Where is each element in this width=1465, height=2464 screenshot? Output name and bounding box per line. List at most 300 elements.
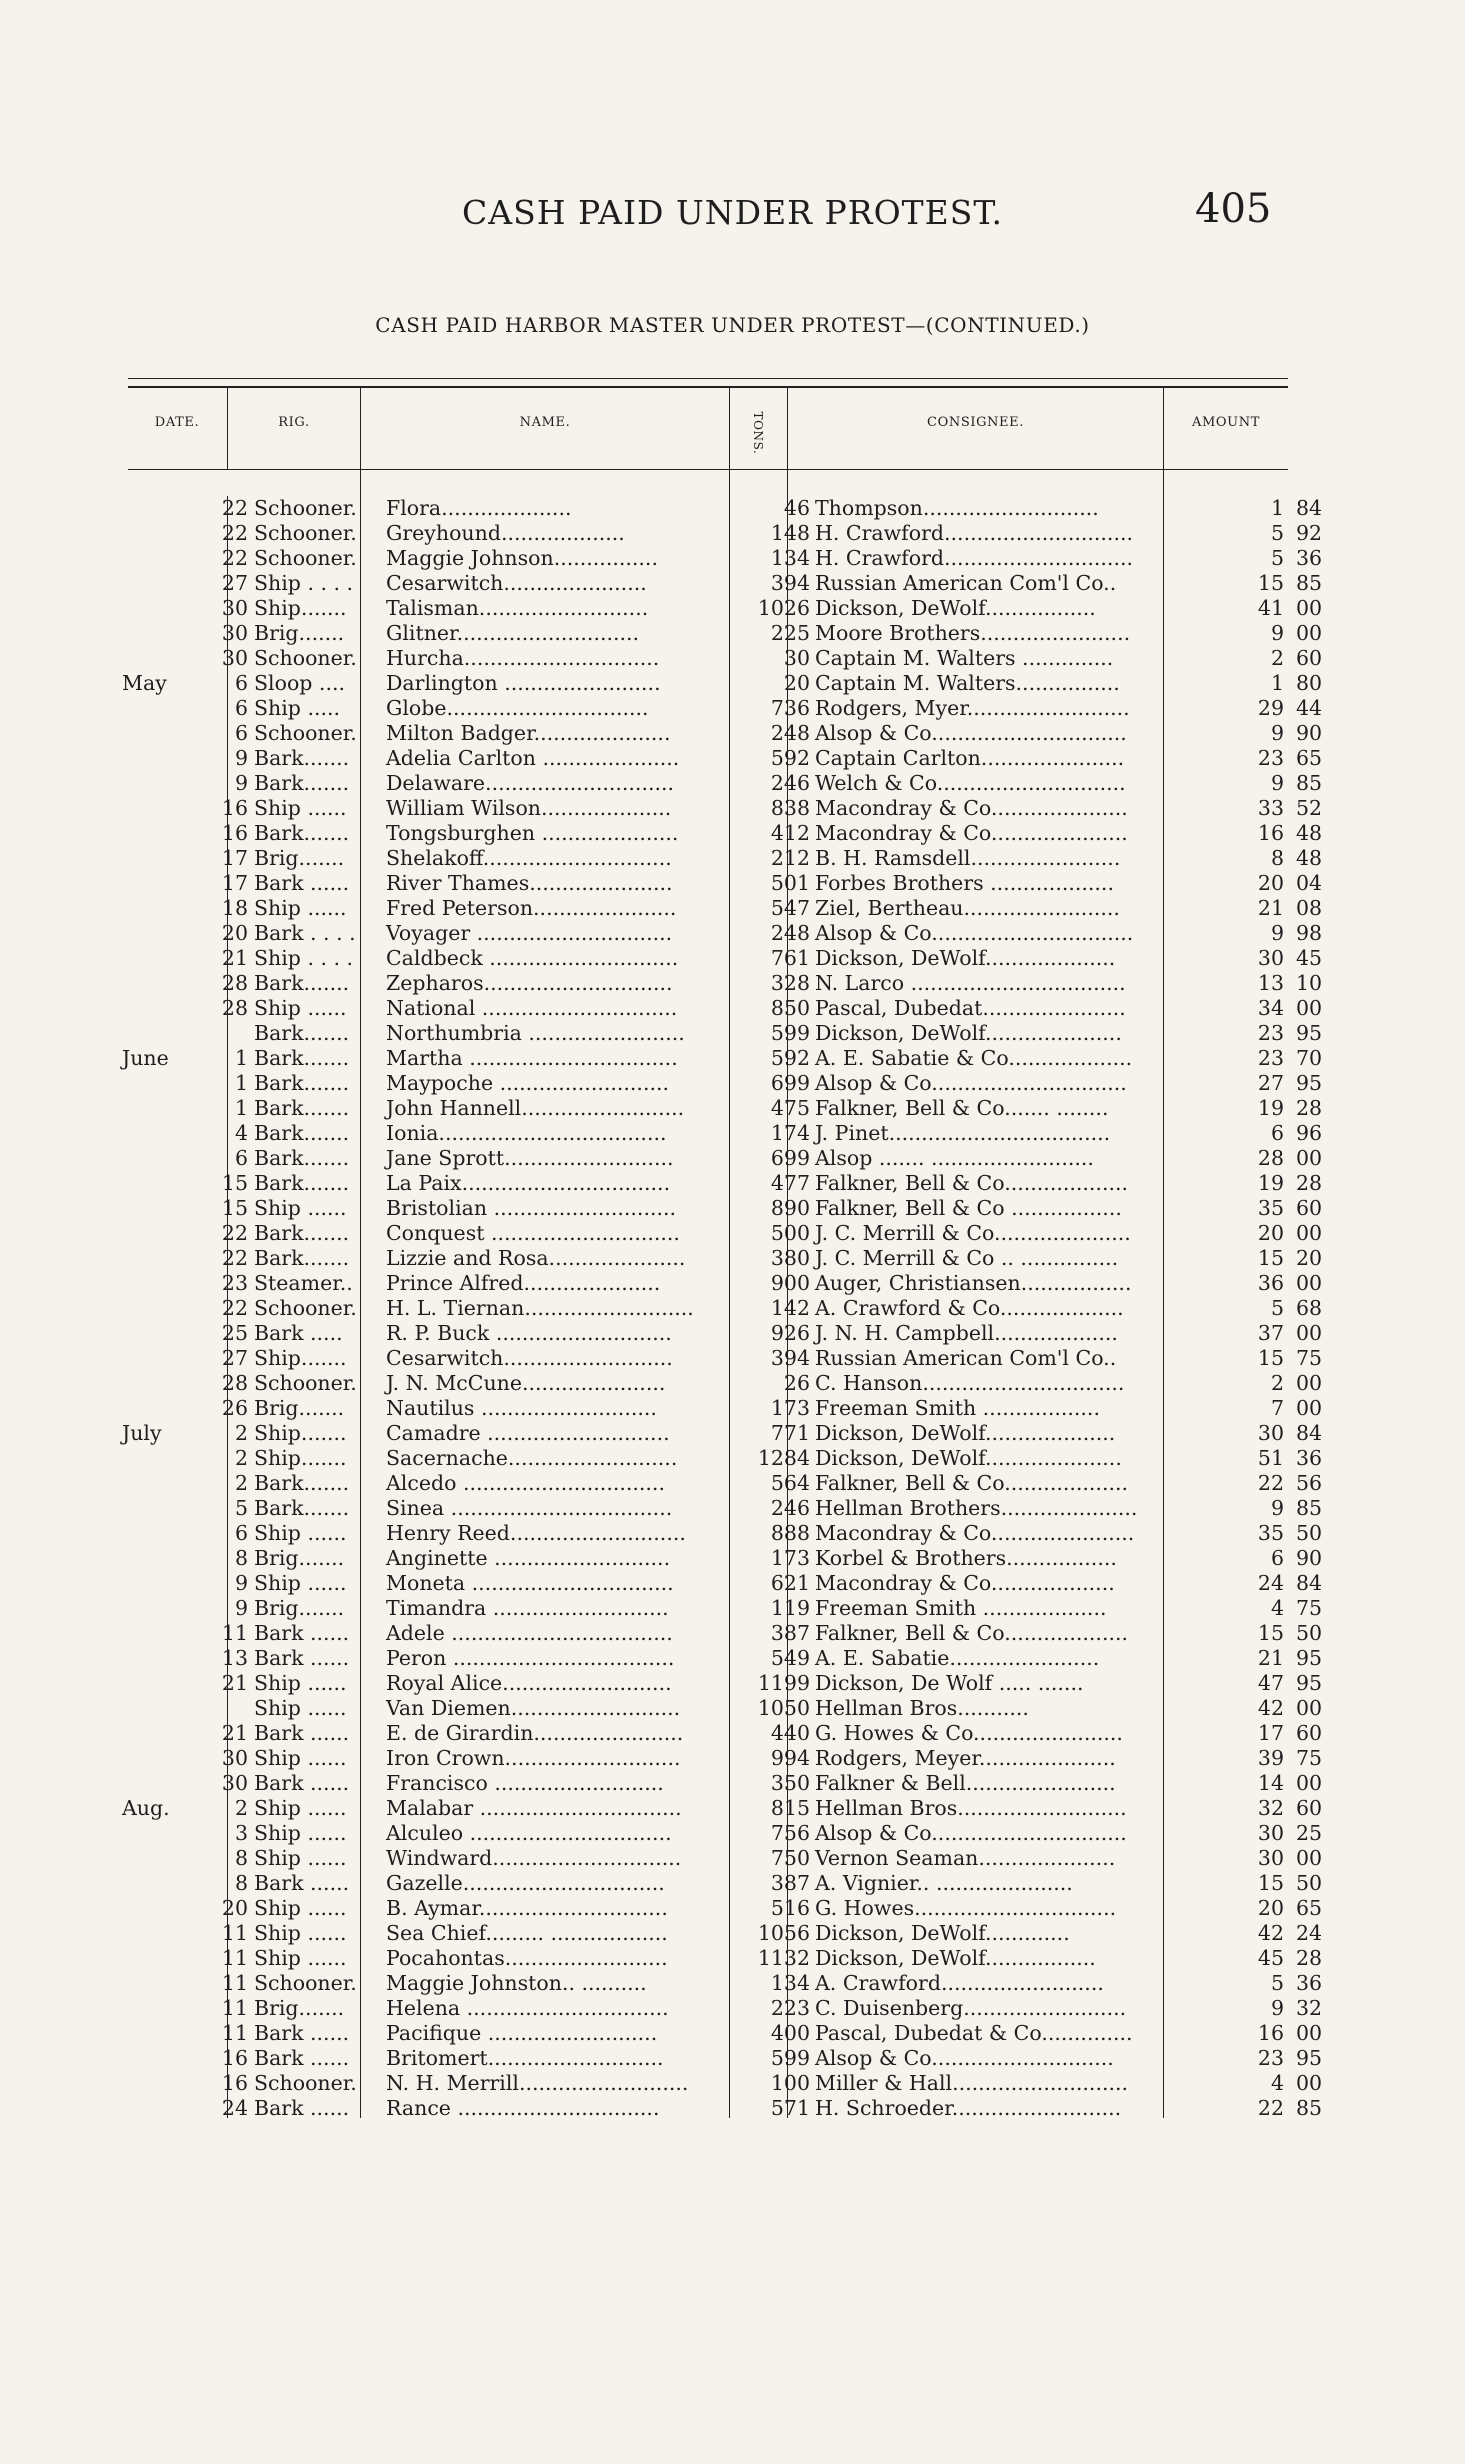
row-vessel-name: Prince Alfred..................... [386,1271,661,1295]
row-vessel-name: B. Aymar............................. [386,1896,668,1920]
row-consignee: Captain M. Walters................ [815,671,1120,695]
row-amount-dollars: 22 [1257,1471,1284,1495]
row-vessel-name: Rance ............................... [386,2096,660,2120]
row-amount-cents: 00 [1296,1271,1323,1295]
row-rig: Bark ...... [254,1621,350,1645]
row-rig: Schooner. [254,646,357,670]
row-consignee: Hellman Bros........... [815,1696,1029,1720]
row-month [100,1071,202,1096]
row-tons: 750 [770,1846,810,1870]
row-day: 2 [234,1471,248,1495]
row-day: 22 [221,1296,248,1320]
row-rig: Brig....... [254,621,345,645]
row-day: 2 [234,1796,248,1820]
row-amount-dollars: 15 [1257,1871,1284,1895]
table-row [100,1796,1336,1821]
row-month [100,796,202,821]
row-day: 28 [221,996,248,1020]
row-amount-cents: 36 [1296,546,1323,570]
row-tons: 477 [770,1171,810,1195]
row-amount-dollars: 30 [1257,946,1284,970]
row-vessel-name: Royal Alice.......................... [386,1671,672,1695]
row-month [100,996,202,1021]
row-day: 9 [234,1571,248,1595]
row-tons: 501 [770,871,810,895]
row-consignee: A. E. Sabatie & Co................... [815,1046,1133,1070]
row-amount-cents: 65 [1296,746,1323,770]
row-month [100,1521,202,1546]
table-row [100,1146,1336,1171]
row-day: 1 [234,1096,248,1120]
table-row [100,2071,1336,2096]
row-vessel-name: Britomert........................... [386,2046,664,2070]
table-row [100,971,1336,996]
row-amount-cents: 00 [1296,621,1323,645]
row-tons: 1199 [757,1671,810,1695]
table-row [100,721,1336,746]
row-consignee: Dickson, DeWolf................. [815,596,1096,620]
row-amount-cents: 24 [1296,1921,1323,1945]
row-tons: 412 [770,821,810,845]
row-amount-dollars: 23 [1257,746,1284,770]
row-day: 9 [234,746,248,770]
row-amount-cents: 95 [1296,1646,1323,1670]
table-row [100,1671,1336,1696]
row-rig: Bark....... [254,1496,350,1520]
row-consignee: Miller & Hall........................... [815,2071,1129,2095]
row-vessel-name: Tongsburghen ..................... [386,821,679,845]
row-rig: Bark....... [254,821,350,845]
row-amount-dollars: 15 [1257,1246,1284,1270]
row-consignee: Rodgers, Myer......................... [815,696,1130,720]
row-month [100,1996,202,2021]
row-amount-dollars: 19 [1257,1171,1284,1195]
row-vessel-name: Peron .................................. [386,1646,675,1670]
row-tons: 387 [770,1621,810,1645]
row-day: 30 [221,646,248,670]
row-tons: 174 [770,1121,810,1145]
row-rig: Ship ...... [254,1796,347,1820]
row-tons: 350 [770,1771,810,1795]
row-month [100,1196,202,1221]
row-month [100,1621,202,1646]
row-month [100,1396,202,1421]
row-month [100,696,202,721]
table-row [100,1996,1336,2021]
row-amount-dollars: 8 [1270,846,1284,870]
row-month [100,1546,202,1571]
row-amount-cents: 36 [1296,1971,1323,1995]
row-day: 6 [234,671,248,695]
row-consignee: Forbes Brothers ................... [815,871,1114,895]
table-row [100,1446,1336,1471]
row-consignee: Macondray & Co..................... [815,821,1128,845]
table-row [100,1921,1336,1946]
row-vessel-name: R. P. Buck ........................... [386,1321,672,1345]
row-vessel-name: William Wilson.................... [386,796,672,820]
row-amount-cents: 44 [1296,696,1323,720]
row-rig: Schooner. [254,496,357,520]
row-rig: Brig....... [254,1396,345,1420]
table-row [100,1046,1336,1071]
row-day: 11 [221,1971,248,1995]
row-amount-dollars: 9 [1270,721,1284,745]
row-amount-cents: 95 [1296,1071,1323,1095]
row-rig: Bark ...... [254,871,350,895]
row-day: 8 [234,1846,248,1870]
row-month [100,946,202,971]
row-tons: 30 [783,646,810,670]
row-tons: 571 [770,2096,810,2120]
row-tons: 328 [770,971,810,995]
row-rig: Steamer.. [254,1271,353,1295]
row-amount-dollars: 37 [1257,1321,1284,1345]
table-row [100,1771,1336,1796]
row-rig: Bark ...... [254,2046,350,2070]
row-amount-dollars: 7 [1270,1396,1284,1420]
row-vessel-name: Pacifique .......................... [386,2021,658,2045]
row-tons: 119 [770,1596,810,1620]
table-row [100,1021,1336,1046]
row-amount-dollars: 1 [1270,671,1284,695]
row-month [100,646,202,671]
row-vessel-name: Maypoche .......................... [386,1071,670,1095]
row-month [100,1296,202,1321]
row-consignee: Captain M. Walters .............. [815,646,1114,670]
row-month [100,1571,202,1596]
table-row [100,1096,1336,1121]
row-tons: 599 [770,2046,810,2070]
row-vessel-name: Bristolian ............................ [386,1196,677,1220]
row-tons: 142 [770,1296,810,1320]
row-day: 4 [234,1121,248,1145]
row-day: 22 [221,546,248,570]
row-rig: Ship ...... [254,1946,347,1970]
row-rig: Schooner. [254,546,357,570]
row-vessel-name: Anginette ........................... [386,1546,671,1570]
row-day: 15 [221,1171,248,1195]
row-amount-dollars: 9 [1270,771,1284,795]
row-amount-cents: 00 [1296,2021,1323,2045]
row-consignee: H. Crawford............................. [815,546,1133,570]
row-vessel-name: Glitner............................ [386,621,640,645]
row-vessel-name: Timandra ........................... [386,1596,669,1620]
row-tons: 246 [770,771,810,795]
row-consignee: Alsop & Co............................ [815,2046,1114,2070]
row-vessel-name: Pocahontas......................... [386,1946,668,1970]
row-day: 11 [221,1946,248,1970]
row-amount-dollars: 21 [1257,896,1284,920]
table-row [100,996,1336,1021]
row-month [100,1646,202,1671]
row-day: 24 [221,2096,248,2120]
row-vessel-name: Delaware............................. [386,771,675,795]
table-row [100,1196,1336,1221]
row-month [100,1021,202,1046]
row-day: 16 [221,2046,248,2070]
row-consignee: Dickson, DeWolf..................... [815,1446,1122,1470]
table-row [100,571,1336,596]
row-month [100,1721,202,1746]
row-tons: 815 [770,1796,810,1820]
row-amount-dollars: 41 [1257,596,1284,620]
row-vessel-name: Alcedo ............................... [386,1471,665,1495]
row-amount-dollars: 13 [1257,971,1284,995]
table-row [100,1696,1336,1721]
row-rig: Bark....... [254,771,350,795]
row-amount-cents: 95 [1296,1021,1323,1045]
row-consignee: Falkner, Bell & Co................... [815,1171,1129,1195]
row-amount-dollars: 15 [1257,1621,1284,1645]
row-rig: Brig....... [254,846,345,870]
row-amount-dollars: 15 [1257,571,1284,595]
row-rig: Bark ...... [254,1646,350,1670]
row-rig: Ship ..... [254,696,341,720]
row-amount-cents: 56 [1296,1471,1323,1495]
row-consignee: Welch & Co............................. [815,771,1126,795]
row-amount-dollars: 5 [1270,1296,1284,1320]
row-consignee: Falkner, Bell & Co....... ........ [815,1096,1109,1120]
row-rig: Bark ...... [254,1871,350,1895]
row-amount-cents: 04 [1296,871,1323,895]
table-row [100,646,1336,671]
row-rig: Bark....... [254,1121,350,1145]
top-rule [128,378,1288,379]
table-row [100,2021,1336,2046]
row-month [100,846,202,871]
row-consignee: Falkner, Bell & Co................... [815,1471,1129,1495]
row-consignee: Alsop & Co.............................. [815,721,1127,745]
row-tons: 771 [770,1421,810,1445]
row-tons: 547 [770,896,810,920]
row-vessel-name: Adelia Carlton ..................... [386,746,680,770]
row-day: 20 [221,1896,248,1920]
row-amount-dollars: 5 [1270,546,1284,570]
table-row [100,1271,1336,1296]
row-amount-cents: 28 [1296,1096,1323,1120]
row-day: 20 [221,921,248,945]
row-day: 16 [221,796,248,820]
header-rule [128,469,1288,470]
row-amount-dollars: 14 [1257,1771,1284,1795]
row-month [100,1371,202,1396]
row-rig: Ship ...... [254,1671,347,1695]
row-vessel-name: Cesarwitch...................... [386,571,647,595]
table-row [100,946,1336,971]
row-amount-cents: 08 [1296,896,1323,920]
row-tons: 1132 [757,1946,810,1970]
row-month [100,546,202,571]
row-amount-cents: 60 [1296,646,1323,670]
row-amount-dollars: 20 [1257,1221,1284,1245]
row-amount-cents: 00 [1296,1146,1323,1170]
row-consignee: A. E. Sabatie....................... [815,1646,1100,1670]
row-vessel-name: Sinea .................................. [386,1496,673,1520]
row-amount-dollars: 2 [1270,1371,1284,1395]
row-day: 11 [221,1621,248,1645]
row-rig: Bark....... [254,971,350,995]
row-rig: Ship ...... [254,1896,347,1920]
row-month [100,496,202,521]
row-vessel-name: Sea Chief......... .................. [386,1921,668,1945]
table-row [100,1296,1336,1321]
row-tons: 761 [770,946,810,970]
row-tons: 599 [770,1021,810,1045]
row-amount-dollars: 23 [1257,2046,1284,2070]
row-amount-cents: 98 [1296,921,1323,945]
table-row [100,1946,1336,1971]
row-amount-cents: 00 [1296,1696,1323,1720]
row-tons: 890 [770,1196,810,1220]
row-vessel-name: Ionia................................... [386,1121,667,1145]
row-day: 21 [221,1721,248,1745]
row-amount-cents: 85 [1296,2096,1323,2120]
row-amount-dollars: 4 [1270,2071,1284,2095]
table-row [100,1546,1336,1571]
row-vessel-name: Helena ............................... [386,1996,669,2020]
row-amount-dollars: 39 [1257,1746,1284,1770]
row-vessel-name: National .............................. [386,996,678,1020]
header-consignee: CONSIGNEE. [927,415,1024,430]
row-tons: 850 [770,996,810,1020]
row-day: 22 [221,521,248,545]
table-row [100,1846,1336,1871]
row-consignee: J. Pinet.................................. [815,1121,1111,1145]
row-consignee: Thompson........................... [815,496,1099,520]
row-tons: 440 [770,1721,810,1745]
row-amount-dollars: 30 [1257,1846,1284,1870]
row-month [100,1946,202,1971]
row-rig: Bark ...... [254,1721,350,1745]
row-consignee: C. Duisenberg......................... [815,1996,1127,2020]
row-month [100,1171,202,1196]
row-month [100,1971,202,1996]
row-day: 9 [234,771,248,795]
row-amount-cents: 60 [1296,1796,1323,1820]
row-tons: 699 [770,1146,810,1170]
row-consignee: Hellman Brothers..................... [815,1496,1138,1520]
row-tons: 736 [770,696,810,720]
row-vessel-name: Iron Crown........................... [386,1746,681,1770]
row-amount-dollars: 20 [1257,1896,1284,1920]
row-consignee: G. Howes............................... [815,1896,1117,1920]
row-amount-cents: 92 [1296,521,1323,545]
table-row [100,1121,1336,1146]
table-row [100,796,1336,821]
row-consignee: A. Vignier.. ..................... [815,1871,1073,1895]
table-row [100,1646,1336,1671]
row-rig: Ship ...... [254,1921,347,1945]
row-month [100,1221,202,1246]
table-row [100,1721,1336,1746]
row-consignee: Dickson, DeWolf.................... [815,1421,1116,1445]
row-tons: 1056 [757,1921,810,1945]
row-rig: Bark . . . . [254,921,356,945]
row-amount-dollars: 5 [1270,1971,1284,1995]
row-day: 25 [221,1321,248,1345]
row-amount-dollars: 6 [1270,1546,1284,1570]
row-amount-cents: 84 [1296,1421,1323,1445]
row-amount-dollars: 21 [1257,1646,1284,1670]
row-rig: Bark....... [254,746,350,770]
row-month [100,2046,202,2071]
row-amount-cents: 50 [1296,1521,1323,1545]
row-tons: 994 [770,1746,810,1770]
row-vessel-name: Nautilus ........................... [386,1396,657,1420]
row-vessel-name: H. L. Tiernan.......................... [386,1296,694,1320]
row-tons: 888 [770,1521,810,1545]
row-rig: Ship ...... [254,1821,347,1845]
header-tons-label: TONS. [751,411,765,455]
row-day: 1 [234,1046,248,1070]
row-consignee: G. Howes & Co....................... [815,1721,1123,1745]
row-tons: 475 [770,1096,810,1120]
row-tons: 926 [770,1321,810,1345]
row-vessel-name: Talisman.......................... [386,596,649,620]
table-row [100,2096,1336,2121]
row-rig: Ship . . . . [254,571,354,595]
row-amount-cents: 84 [1296,1571,1323,1595]
row-rig: Bark....... [254,1096,350,1120]
row-amount-cents: 00 [1296,1846,1323,1870]
row-tons: 225 [770,621,810,645]
row-amount-cents: 48 [1296,821,1323,845]
protest-ledger-table [100,496,1336,2121]
row-amount-dollars: 9 [1270,1496,1284,1520]
row-amount-cents: 20 [1296,1246,1323,1270]
row-amount-dollars: 30 [1257,1421,1284,1445]
row-amount-cents: 85 [1296,571,1323,595]
row-tons: 134 [770,546,810,570]
top-rule-heavy [128,386,1288,388]
row-amount-dollars: 32 [1257,1796,1284,1820]
row-rig: Ship ...... [254,1696,347,1720]
row-tons: 838 [770,796,810,820]
row-amount-cents: 90 [1296,1546,1323,1570]
row-vessel-name: Zepharos............................. [386,971,673,995]
row-day: 30 [221,596,248,620]
table-row [100,871,1336,896]
row-rig: Ship....... [254,1421,347,1445]
table-row [100,1171,1336,1196]
row-tons: 223 [770,1996,810,2020]
row-amount-cents: 95 [1296,1671,1323,1695]
row-vessel-name: Flora.................... [386,496,572,520]
row-rig: Brig....... [254,1996,345,2020]
row-amount-dollars: 4 [1270,1596,1284,1620]
row-tons: 500 [770,1221,810,1245]
row-day: 16 [221,821,248,845]
row-amount-dollars: 24 [1257,1571,1284,1595]
table-row [100,696,1336,721]
row-consignee: Macondray & Co................... [815,1571,1115,1595]
row-rig: Ship ...... [254,996,347,1020]
row-vessel-name: Malabar ............................... [386,1796,682,1820]
row-month [100,1921,202,1946]
row-month [100,921,202,946]
table-row [100,1746,1336,1771]
row-amount-cents: 70 [1296,1046,1323,1070]
row-day: 22 [221,496,248,520]
row-month [100,1896,202,1921]
row-tons: 516 [770,1896,810,1920]
row-month [100,1746,202,1771]
row-consignee: Moore Brothers....................... [815,621,1131,645]
row-month [100,1471,202,1496]
row-rig: Ship . . . . [254,946,354,970]
row-consignee: H. Crawford............................. [815,521,1133,545]
row-vessel-name: Conquest ............................. [386,1221,680,1245]
